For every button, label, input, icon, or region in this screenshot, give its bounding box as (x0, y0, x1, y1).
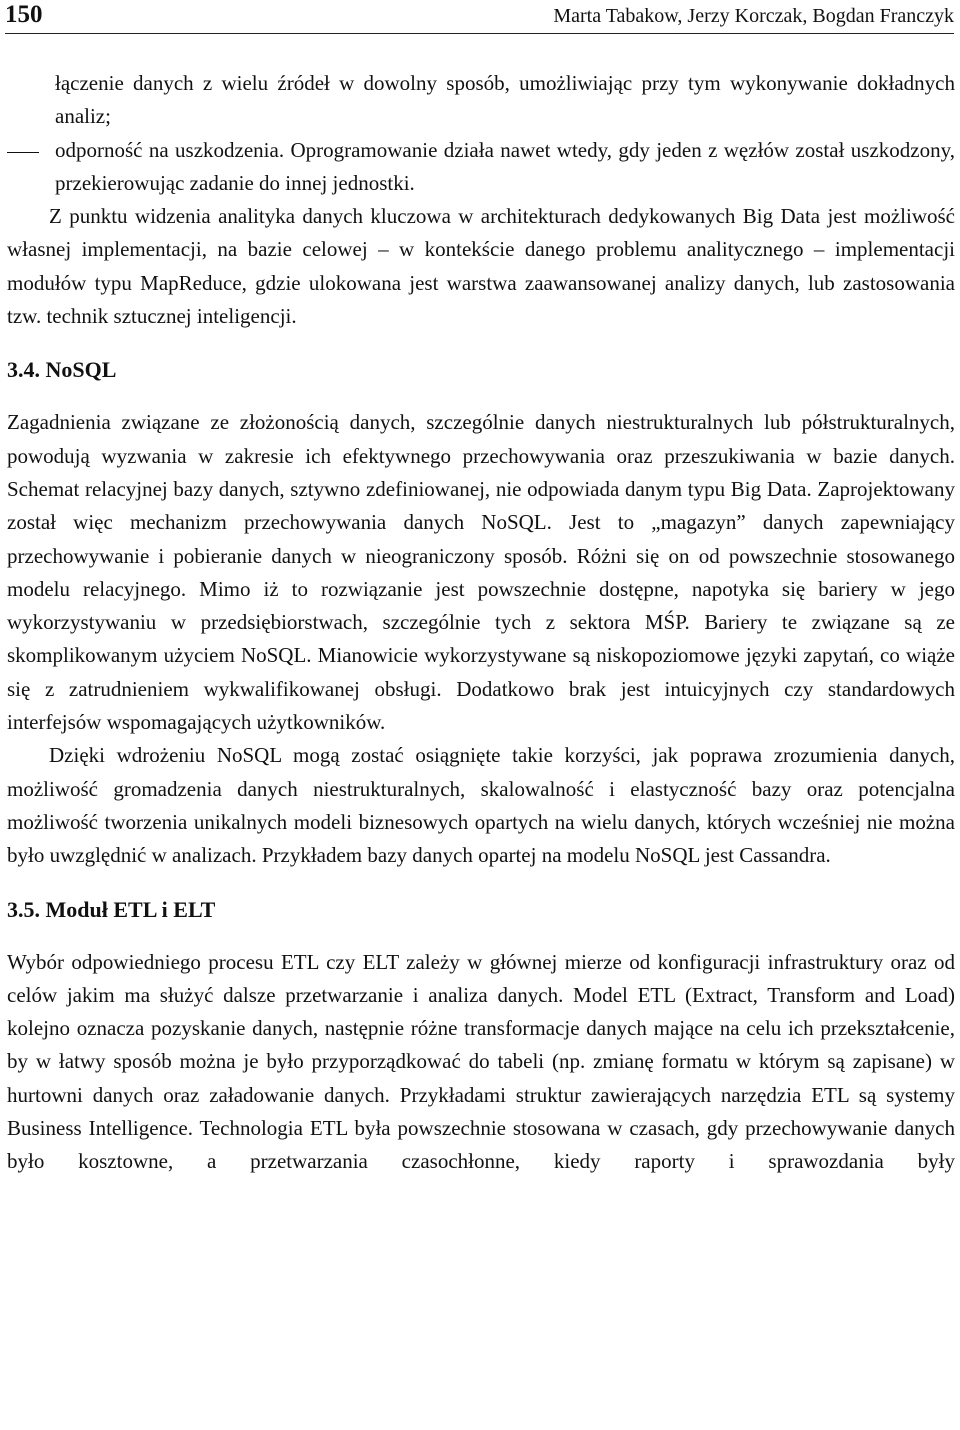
running-head-authors: Marta Tabakow, Jerzy Korczak, Bogdan Franczyk (553, 5, 954, 27)
intro-paragraph: Z punktu widzenia analityka danych kluczowa w architekturach dedykowanych Big Data jest możliwość własnej implementacji, na bazie celowej – w kontekście danego problemu analitycznego – implementacji modułów typu MapReduce, gdzie ulokowana jest warstwa zaawansowanej analizy danych, lub zastosowania tzw. technik sztucznej inteligencji. (7, 204, 955, 329)
etl-paragraph-1: Wybór odpowiedniego procesu ETL czy ELT zależy w głównej mierze od konfiguracji infrastruktury oraz od celów jakim ma służyć dalsze przetwarzanie i analiza danych. Model ETL (Extract, Transform and Load) kolejno oznacza pozyskanie danych, następnie różne transformacje danych mające na celu ich przekształcenie, by w łatwy sposób można je było przyporządkować do tabeli (np. zmianę formatu w którym są zapisane) w hurtowni danych oraz załadowanie danych. Przykładami struktur zawierających narzędzia ETL są systemy Business Intelligence. Technologia ETL była powszechnie stosowana w czasach, gdy przechowywanie danych było kosztowne, a przetwarzania czasochłonne, kiedy raporty i sprawozdania były (7, 949, 955, 1174)
list-item-text: odporność na uszkodzenia. Oprogramowanie działa nawet wtedy, gdy jeden z węzłów został uszkodzony, przekierowując zadanie do innej jednostki. (55, 137, 955, 195)
list-item-text: łączenie danych z wielu źródeł w dowolny sposób, umożliwiając przy tym wykonywanie dokładnych analiz; (55, 71, 955, 129)
nosql-paragraph-1: Zagadnienia związane ze złożonością danych, szczególnie danych niestrukturalnych lub półstrukturalnych, powodują wyzwania w zakresie ich efektywnego przechowywania oraz przeszukiwania w bazie danych. Schemat relacyjnej bazy danych, sztywno zdefiniowanej, nie odpowiada danym typu Big Data. Zaprojektowany został więc mechanizm przechowywania danych NoSQL. Jest to „magazyn” danych zapewniający przechowywanie i pobieranie danych w nieograniczony sposób. Różni się on od powszechnie stosowanego modelu relacyjnego. Mimo iż to rozwiązanie jest powszechnie dostępne, napotyka się bariery w jego wykorzystywaniu w przedsiębiorstwach, szczególnie tych z sektora MŚP. Bariery te związane są ze skomplikowanym użyciem NoSQL. Mianowicie wykorzystywane są niskopoziomowe języki zapytań, co wiąże się z zatrudnieniem wykwalifikowanej obsługi. Dodatkowo brak jest intuicyjnych czy standardowych interfejsów wspomagających użytkowników. (7, 410, 955, 735)
list-item (7, 134, 955, 201)
page-body (7, 67, 955, 1179)
nosql-paragraph-2: Dzięki wdrożeniu NoSQL mogą zostać osiągnięte takie korzyści, jak poprawa zrozumienia danych, możliwość gromadzenia danych niestrukturalnych, skalowalność i elastyczność bazy oraz potencjalna możliwość tworzenia unikalnych modeli biznesowych opartych na wielu danych, których wcześniej nie można było uwzględnić w analizach. Przykładem bazy danych opartej na modelu NoSQL jest Cassandra. (7, 743, 955, 868)
section-heading-nosql: 3.4. NoSQL (7, 357, 117, 383)
section-heading-etl: 3.5. Moduł ETL i ELT (7, 896, 216, 922)
list-item (7, 67, 955, 134)
page-header (5, 0, 954, 34)
page-number: 150 (5, 1, 43, 28)
